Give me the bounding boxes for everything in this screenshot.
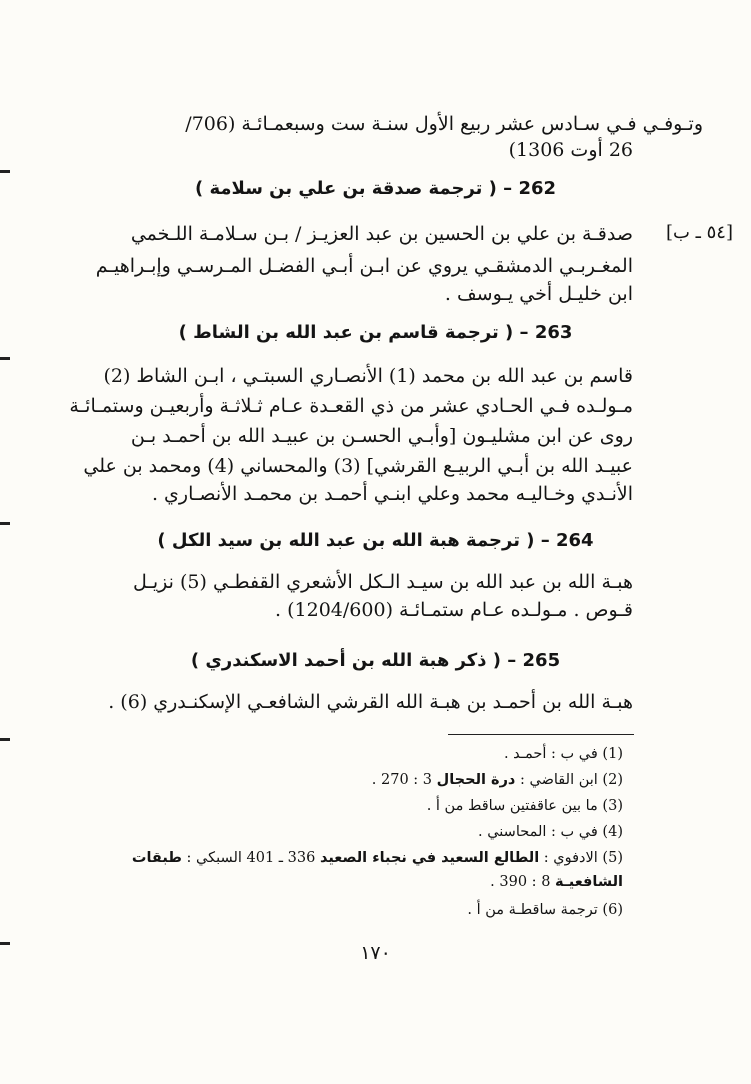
footnote-source-title: درة الحجال <box>436 772 516 788</box>
entry-line: صدقـة بن علي بن الحسين بن عبد العزيـز / بـن سـلامـة اللـخمي <box>130 223 633 245</box>
intro-line: 26 أوت 1306) <box>508 139 633 161</box>
footnote <box>504 742 623 766</box>
footnote-source-title: طبقات <box>131 850 182 866</box>
footnote-text: ابن القاضي : <box>515 772 598 788</box>
entry-heading: 264 – ( ترجمة هبة الله بن عبد الله بن سيد الكل ) <box>157 530 594 551</box>
footnote-source-title: الطالع السعيد في نجباء الصعيد <box>319 850 540 866</box>
entry-line: روى عن ابن مشليـون [وأبـي الحسـن بن عبيـد الله بن أحمـد بـن <box>130 425 633 447</box>
entry-heading: 265 – ( ذكر هبة الله بن أحمد الاسكندري ) <box>190 650 561 671</box>
margin-tick <box>0 170 10 173</box>
margin-tick <box>0 738 10 741</box>
footnote-source-title: الشافعيـة <box>555 874 623 890</box>
footnote-text: في ب : المحاسني . <box>477 824 598 840</box>
footnote-separator <box>448 734 634 735</box>
entry-line: عبيـد الله بن أبـي الربيـع القرشي] (3) والمحساني (4) ومحمد بن علي <box>83 455 633 477</box>
footnote-number: (3) <box>602 798 623 814</box>
footnote-number: (5) <box>602 850 623 866</box>
entry-line: هبـة الله بن أحمـد بن هبـة الله القرشي الشافعـي الإسكنـدري (6) . <box>108 691 633 713</box>
footnote-text: في ب : أحمـد . <box>503 746 598 762</box>
footnote-continuation <box>490 870 623 894</box>
entry-line: مـولـده فـي الحـادي عشر من ذي القعـدة عـام ثـلاثـة وأربعيـن وستمـائـة <box>69 395 633 417</box>
entry-line: هبـة الله بن عبد الله بن سيـد الـكل الأشعري القفطـي (5) نزيـل <box>132 571 633 593</box>
margin-tick <box>0 357 10 360</box>
footnote-text: 3 : 270 . <box>371 772 437 788</box>
entry-line: قاسم بن عبد الله بن محمد (1) الأنصـاري السبتـي ، ابـن الشاط (2) <box>103 365 633 387</box>
entry-line: المغـربـي الدمشقـي يروي عن ابـن أبـي الفضـل المـرسـي وإبـراهيـم <box>95 255 633 277</box>
entry-heading: 262 – ( ترجمة صدقة بن علي بن سلامة ) <box>194 178 557 199</box>
footnote <box>132 846 623 870</box>
footnote-text: 8 : 390 . <box>490 874 556 890</box>
footnote-text: ما بين عاقفتين ساقط من أ . <box>426 798 598 814</box>
entry-line: ابن خليـل أخي يـوسف . <box>444 283 633 305</box>
footnote-number: (6) <box>602 902 623 918</box>
entry-line: الأنـدي وخـاليـه محمد وعلي ابنـي أحمـد بن محمـد الأنصـاري . <box>151 483 633 505</box>
entry-line: قـوص . مـولـده عـام ستمـائـة (1204/600) . <box>275 599 633 621</box>
footnote-text: الادفوي : <box>539 850 598 866</box>
footnote <box>427 794 623 818</box>
folio-margin-note: [٥٤ ـ ب] <box>665 222 733 243</box>
footnote-text: 336 ـ 401 السبكي : <box>181 850 320 866</box>
footnote-number: (4) <box>602 824 623 840</box>
entry-heading: 263 – ( ترجمة قاسم بن عبد الله بن الشاط ) <box>178 322 573 343</box>
footnote <box>478 820 623 844</box>
footnote <box>467 898 623 922</box>
footnote-text: ترجمة ساقطـة من أ . <box>467 902 598 918</box>
footnote-number: (2) <box>602 772 623 788</box>
margin-tick <box>0 522 10 525</box>
footnote-number: (1) <box>602 746 623 762</box>
footnote <box>372 768 623 792</box>
intro-line: وتـوفـي فـي سـادس عشر ربيع الأول سنـة ست وسبعمـائـة (706/ <box>185 113 703 135</box>
page-number: ١٧٠ <box>360 942 391 964</box>
